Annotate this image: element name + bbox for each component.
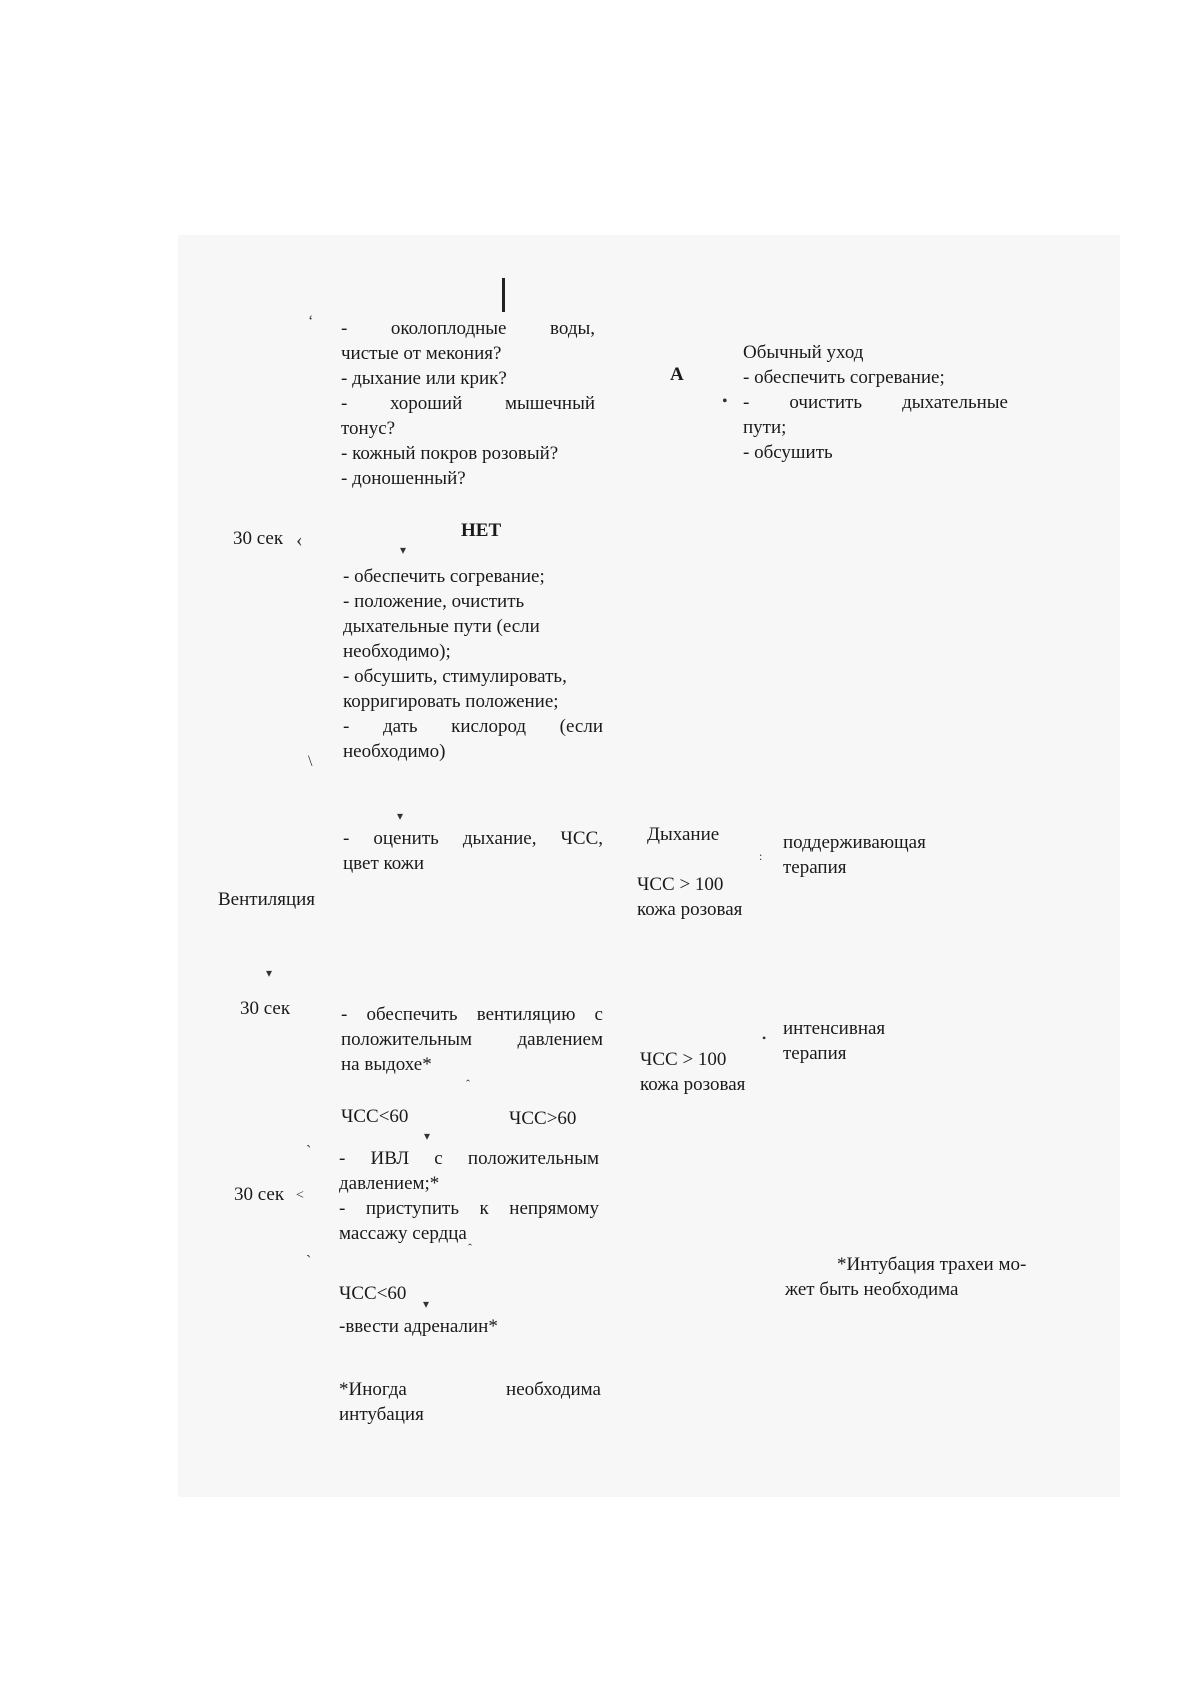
initial-steps-line: - обсушить, стимулировать, [343, 666, 567, 687]
initial-steps-line: - положение, очистить [343, 591, 525, 612]
adrenaline-step: -ввести адреналин* [339, 1316, 498, 1337]
hr-less-60-label-b: ЧСС<60 [339, 1283, 407, 1304]
time-label-1: 30 сек [233, 528, 284, 549]
note-intubation-line: интубация [339, 1404, 424, 1425]
note-trachea [785, 1252, 1055, 1302]
ppv-block [341, 1002, 603, 1077]
assessment-line: чистые от мекония? [341, 343, 502, 364]
outcome-1-breathing: Дыхание [647, 824, 720, 845]
supportive-line: поддерживающая [783, 832, 926, 853]
arrow-down-icon: ▾ [424, 1129, 431, 1143]
routine-care-block [743, 340, 1008, 465]
bracket-mid-mark: ‹ [296, 529, 303, 551]
hr-less-60-label: ЧСС<60 [341, 1106, 409, 1127]
arrow-down-icon: ▾ [423, 1297, 430, 1311]
ppv-line: на выдохе* [341, 1054, 432, 1075]
note-intubation-line: *Иногда необходима [339, 1379, 601, 1400]
note-trachea-line: жет быть необходима [785, 1279, 959, 1300]
time-label-3: 30 сек [234, 1184, 285, 1205]
arrow-down-icon: ▾ [400, 543, 407, 557]
intensive-line: интенсивная [783, 1018, 886, 1039]
yes-label: А [670, 364, 684, 385]
ppv-line: положительным давлением [341, 1029, 603, 1050]
assessment-line: - околоплодные воды, [341, 318, 595, 339]
routine-care-line: - обеспечить согревание; [743, 367, 945, 388]
assessment-line: - хороший мышечный [341, 393, 595, 414]
bracket-top-mark: ˏ [306, 1131, 312, 1148]
routine-care-line: - обсушить [743, 442, 833, 463]
routine-care-line: - очистить дыхательные [743, 392, 1008, 413]
arrow-down-icon: ▾ [266, 966, 273, 980]
outcome-2-skin: кожа розовая [640, 1074, 746, 1095]
note-trachea-line: *Интубация трахеи мо- [837, 1254, 1027, 1275]
assessment-line: - доношенный? [341, 468, 466, 489]
initial-steps-block [343, 564, 603, 764]
initial-steps-line: необходимо); [343, 641, 451, 662]
supportive-therapy-block [783, 830, 983, 880]
hr-greater-60-label: ЧСС>60 [509, 1108, 577, 1129]
intensive-line: терапия [783, 1043, 847, 1064]
time-label-2: 30 сек [240, 998, 291, 1019]
ventilation-label: Вентиляция [218, 889, 316, 910]
initial-steps-line: необходимо) [343, 741, 446, 762]
initial-steps-line: корригировать положение; [343, 691, 559, 712]
evaluate-block [343, 826, 603, 876]
initial-steps-line: дыхательные пути (если [343, 616, 540, 637]
supportive-line: терапия [783, 857, 847, 878]
assessment-questions [341, 316, 595, 491]
outcome-1-hr: ЧСС > 100 [637, 874, 724, 895]
assessment-line: тонус? [341, 418, 396, 439]
no-label: НЕТ [461, 520, 502, 541]
intensive-therapy-block [783, 1016, 983, 1066]
arrow-up-icon: ˆ [468, 1241, 472, 1255]
bracket-bottom-mark: ˎ [306, 1241, 312, 1258]
compressions-line: массажу сердца [339, 1223, 467, 1244]
evaluate-line: - оценить дыхание, ЧСС, [343, 828, 603, 849]
compressions-line: давлением;* [339, 1173, 440, 1194]
initial-steps-line: - обеспечить согревание; [343, 566, 545, 587]
ppv-line: - обеспечить вентиляцию с [341, 1004, 603, 1025]
outcome-2-hr: ЧСС > 100 [640, 1049, 727, 1070]
arrow-right-icon: : [759, 849, 763, 863]
compressions-line: - приступить к непрямому [339, 1198, 599, 1219]
assessment-line: - дыхание или крик? [341, 368, 507, 389]
routine-care-line: Обычный уход [743, 342, 864, 363]
top-connector-line [502, 278, 505, 312]
compressions-block [339, 1146, 599, 1246]
bracket-mid-mark: < [296, 1188, 304, 1203]
note-intubation [339, 1377, 601, 1427]
evaluate-line: цвет кожи [343, 853, 425, 874]
compressions-line: - ИВЛ с положительным [339, 1148, 599, 1169]
bracket-top-mark: ʻ [308, 313, 314, 330]
arrow-right-icon: • [762, 1031, 767, 1045]
arrow-up-icon: ˆ [466, 1077, 470, 1091]
routine-care-line: пути; [743, 417, 787, 438]
bracket-bottom-mark: \ [308, 753, 313, 770]
outcome-1-skin: кожа розовая [637, 899, 743, 920]
initial-steps-line: - дать кислород (если [343, 716, 603, 737]
assessment-line: - кожный покров розовый? [341, 443, 559, 464]
arrow-right-icon: • [722, 393, 728, 410]
arrow-down-icon: ▾ [397, 809, 404, 823]
